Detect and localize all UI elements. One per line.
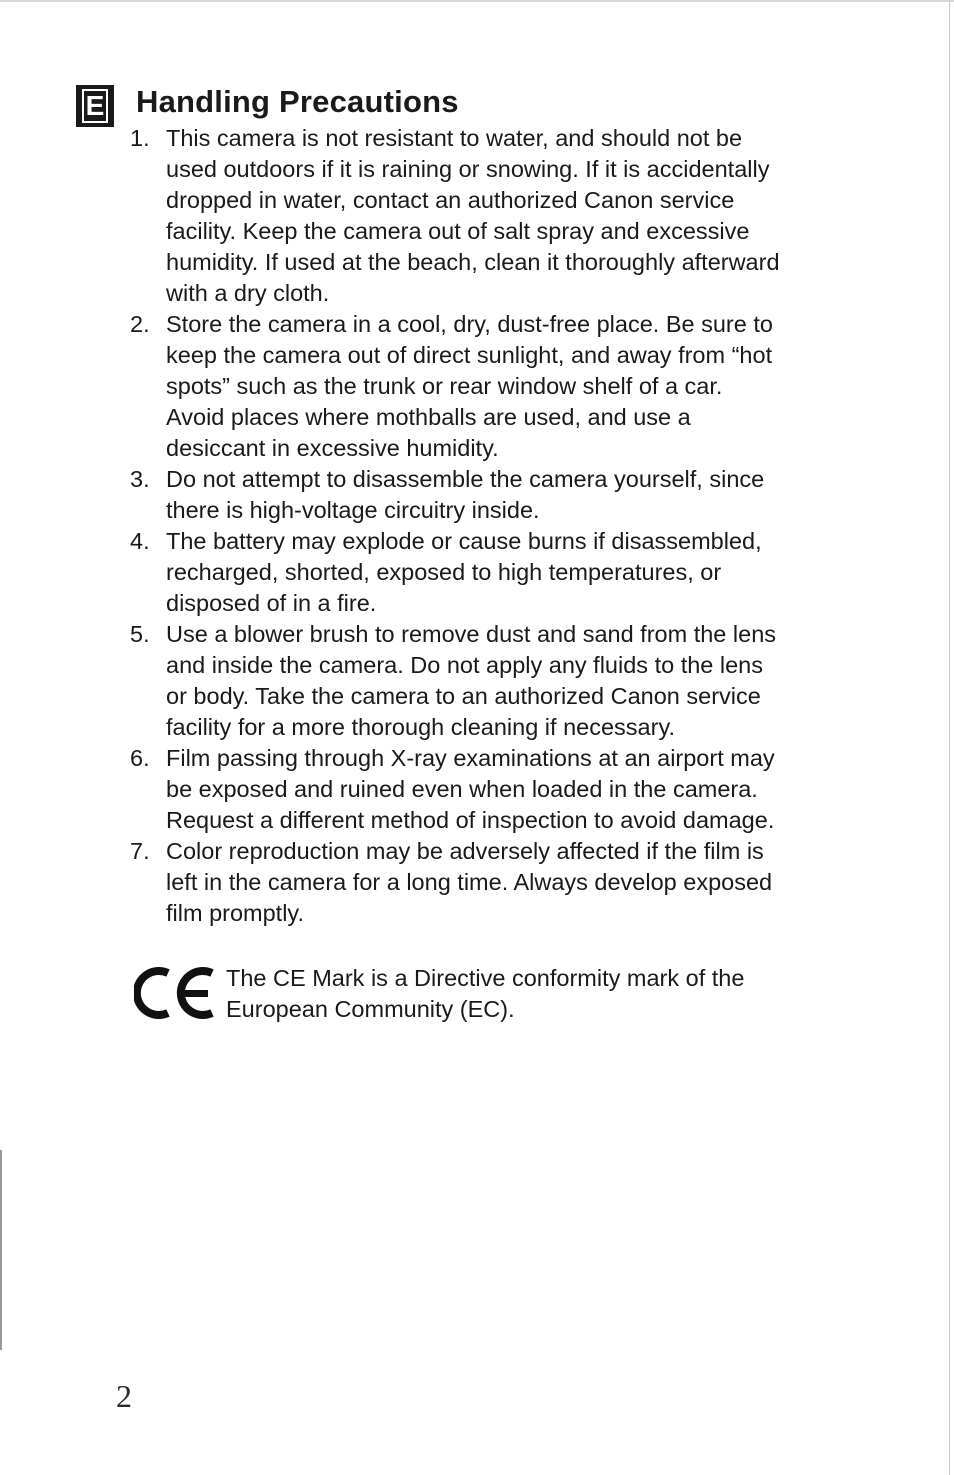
precaution-line: there is high-voltage circuitry inside. (166, 497, 540, 523)
precautions-list (130, 123, 890, 929)
page-edge-left (0, 1150, 2, 1350)
precaution-line: dropped in water, contact an authorized Canon service (166, 187, 735, 213)
precaution-text (166, 309, 866, 464)
page-edge-right (949, 0, 950, 1475)
precaution-item-6 (130, 743, 890, 836)
precaution-number: 2. (130, 311, 150, 337)
precaution-line: facility. Keep the camera out of salt spray and excessive (166, 218, 750, 244)
precaution-item-5 (130, 619, 890, 743)
page-title: Handling Precautions (136, 84, 459, 119)
precaution-line: facility for a more thorough cleaning if necessary. (166, 714, 675, 740)
precaution-line: Do not attempt to disassemble the camera yourself, since (166, 466, 765, 492)
precaution-item-4 (130, 526, 890, 619)
page-number: 2 (116, 1378, 132, 1414)
precaution-line: keep the camera out of direct sunlight, and away from “hot (166, 342, 773, 368)
precaution-line: with a dry cloth. (166, 280, 330, 306)
precaution-line: Use a blower brush to remove dust and sand from the lens (166, 621, 777, 647)
precaution-line: desiccant in excessive humidity. (166, 435, 499, 461)
ce-notice-text (226, 963, 744, 1025)
precaution-number: 1. (130, 125, 150, 151)
precaution-line: Avoid places where mothballs are used, and use a (166, 404, 691, 430)
precaution-text (166, 619, 866, 743)
language-badge-e (76, 85, 114, 127)
precaution-number: 7. (130, 838, 150, 864)
precaution-text (166, 464, 866, 526)
language-badge-letter: E (82, 89, 108, 123)
precaution-line: or body. Take the camera to an authorized Canon service (166, 683, 761, 709)
precaution-line: and inside the camera. Do not apply any fluids to the lens (166, 652, 764, 678)
precaution-item-1 (130, 123, 890, 309)
precaution-line: The battery may explode or cause burns if disassembled, (166, 528, 762, 554)
precaution-number: 6. (130, 745, 150, 771)
page-edge-top (0, 0, 954, 2)
precaution-line: Store the camera in a cool, dry, dust-free place. Be sure to (166, 311, 773, 337)
precaution-line: film promptly. (166, 900, 304, 926)
ce-notice-line: The CE Mark is a Directive conformity mark of the (226, 965, 745, 991)
precaution-line: spots” such as the trunk or rear window shelf of a car. (166, 373, 723, 399)
precaution-item-7 (130, 836, 890, 929)
precaution-number: 5. (130, 621, 150, 647)
precaution-text (166, 836, 866, 929)
precaution-line: used outdoors if it is raining or snowing. If it is accidentally (166, 156, 770, 182)
precaution-line: This camera is not resistant to water, and should not be (166, 125, 743, 151)
ce-notice-line: European Community (EC). (226, 996, 515, 1022)
precaution-line: disposed of in a fire. (166, 590, 377, 616)
precaution-line: Film passing through X-ray examinations at an airport may (166, 745, 775, 771)
precaution-line: left in the camera for a long time. Always develop exposed (166, 869, 773, 895)
precaution-line: Request a different method of inspection to avoid damage. (166, 807, 775, 833)
precaution-number: 3. (130, 466, 150, 492)
precaution-line: humidity. If used at the beach, clean it thoroughly afterward (166, 249, 780, 275)
precaution-line: be exposed and ruined even when loaded in the camera. (166, 776, 758, 802)
precaution-text (166, 123, 866, 309)
precaution-line: Color reproduction may be adversely affected if the film is (166, 838, 764, 864)
ce-mark-icon (134, 963, 216, 1023)
precaution-text (166, 526, 866, 619)
precaution-text (166, 743, 866, 836)
precaution-item-3 (130, 464, 890, 526)
precaution-item-2 (130, 309, 890, 464)
precaution-number: 4. (130, 528, 150, 554)
ce-notice (134, 963, 744, 1025)
precaution-line: recharged, shorted, exposed to high temperatures, or (166, 559, 722, 585)
